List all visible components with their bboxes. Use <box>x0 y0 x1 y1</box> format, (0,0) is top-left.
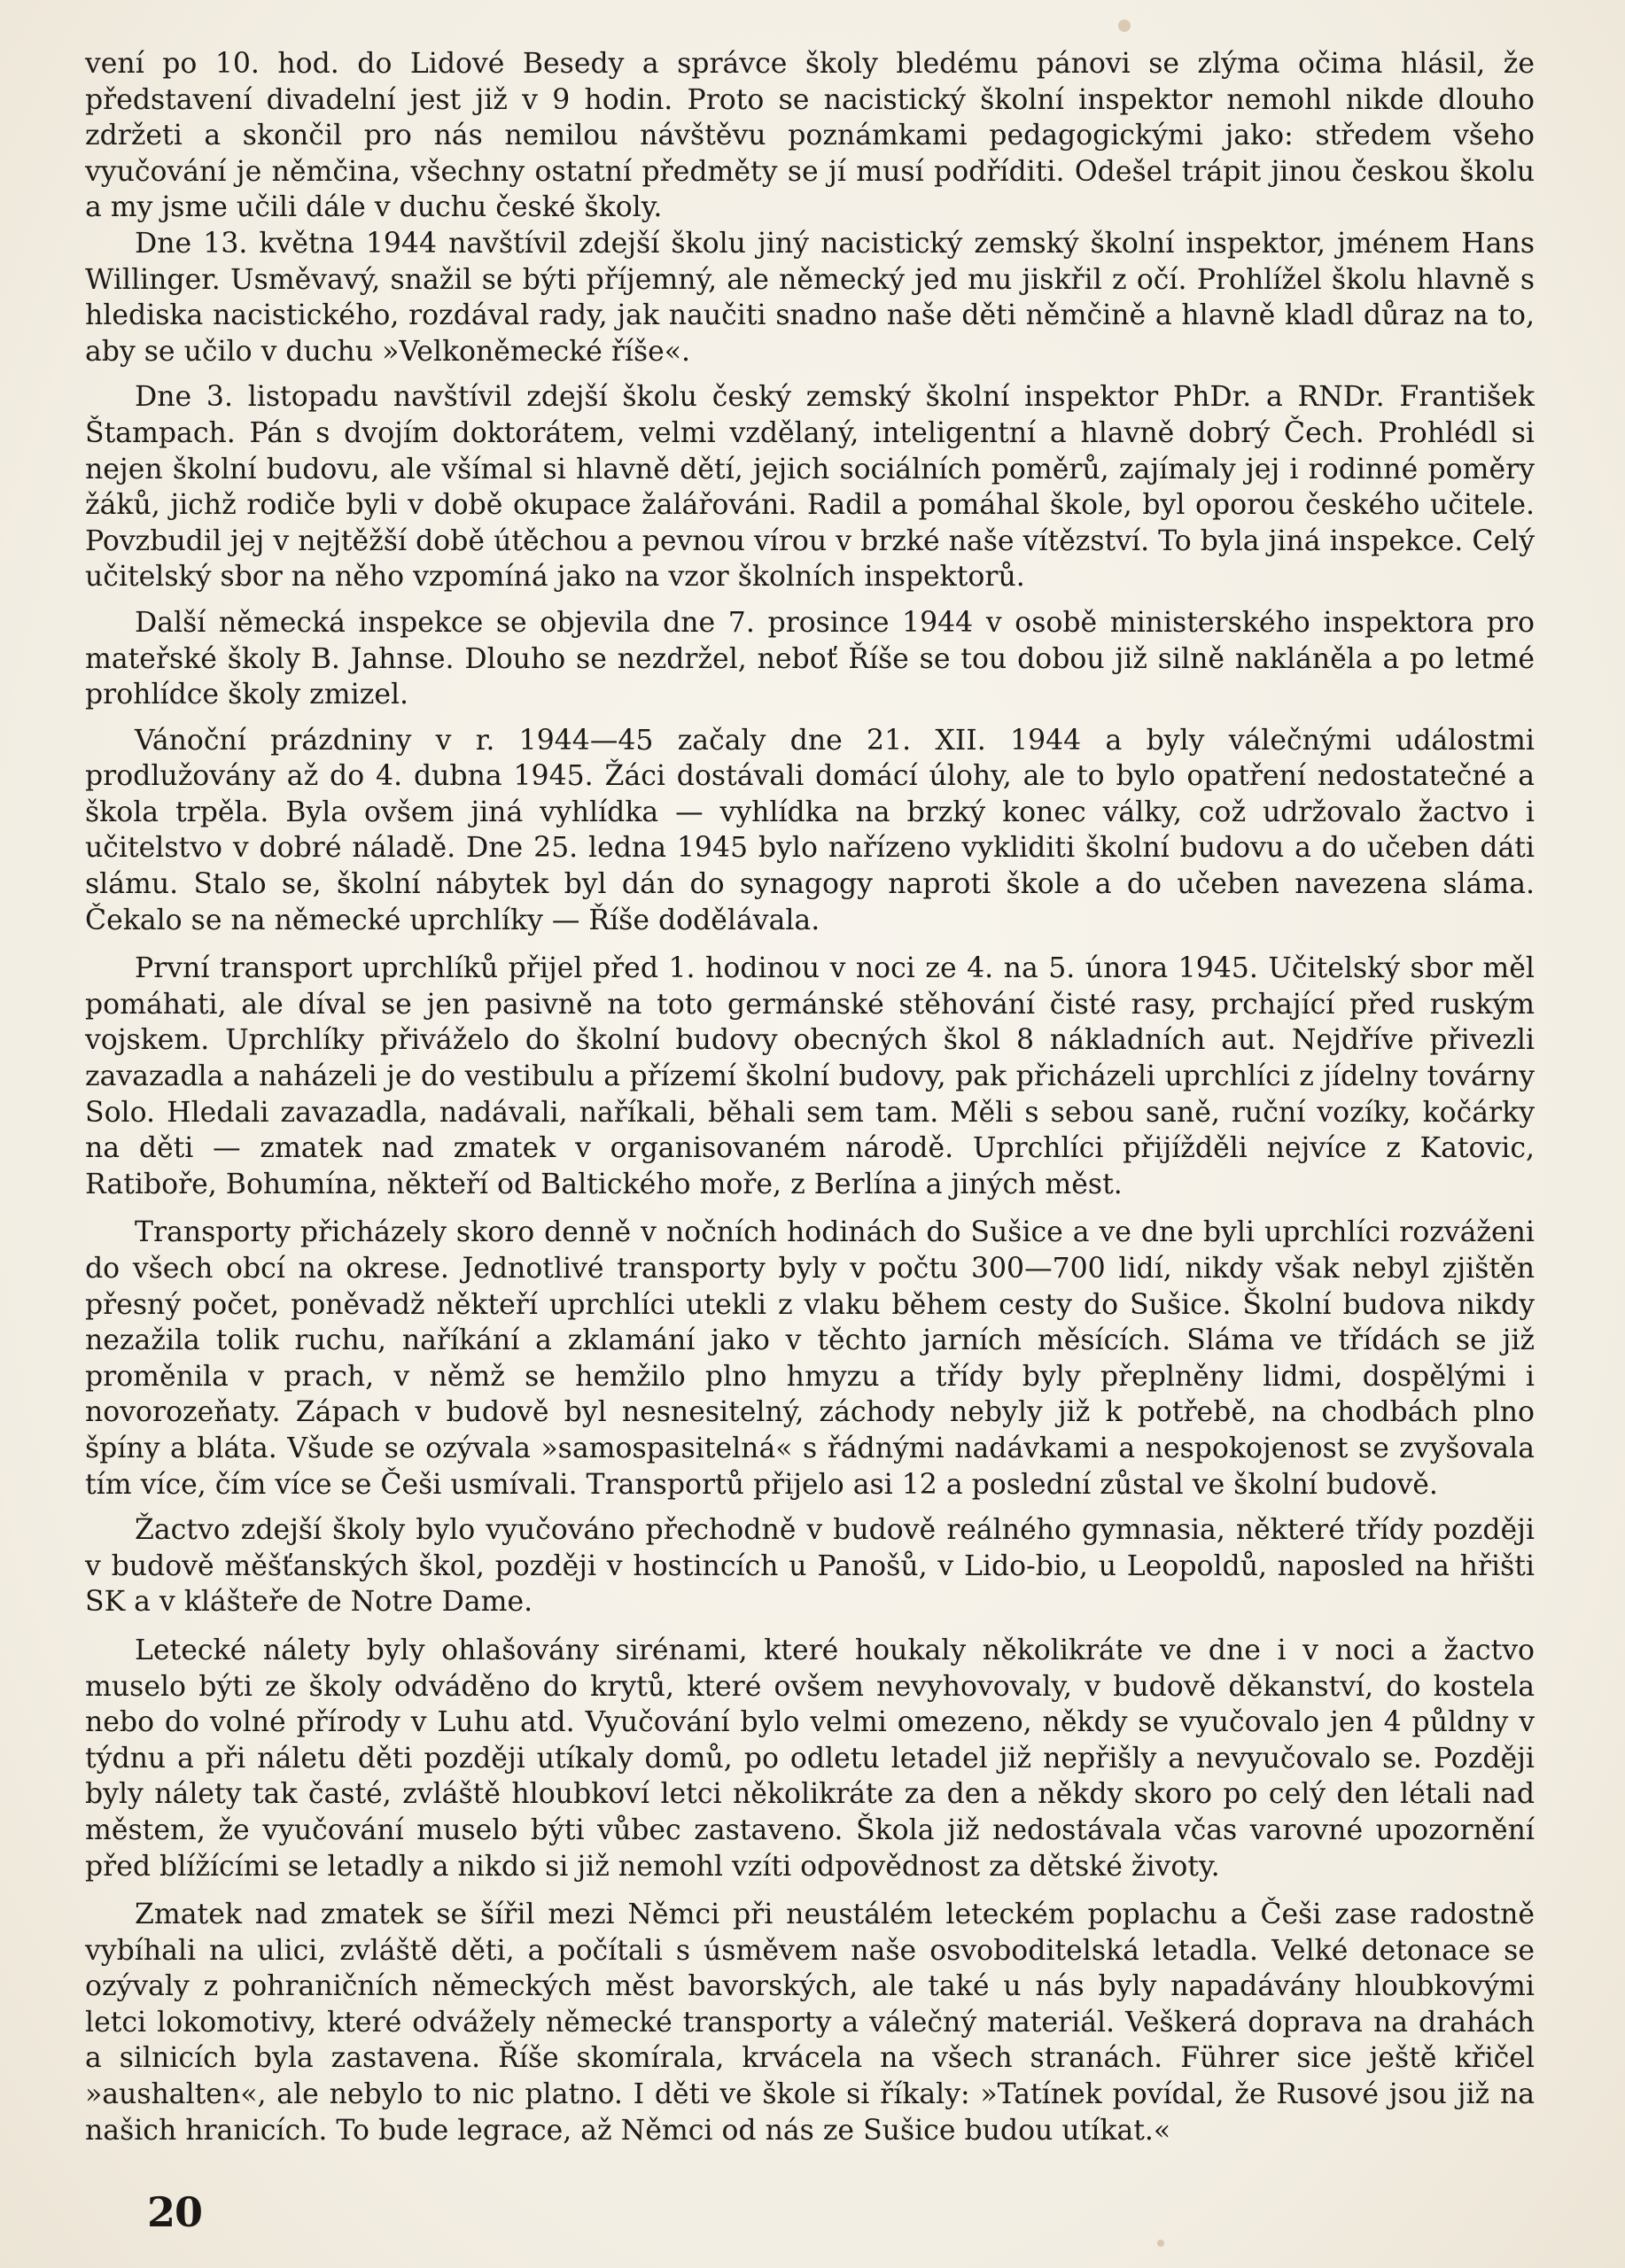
paragraph: vení po 10. hod. do Lidové Besedy a správce školy bledému pánovi se zlýma očima hlásil, že představení divadelní jest již v 9 hodin. Proto se nacistický školní inspektor nemohl nikde dlouho zdržeti a skončil pro nás nemilou návštěvu poznámkami pedagogickými jako: středem všeho vyučování je němčina, všechny ostatní předměty se jí musí podříditi. Odešel trápit jinou českou školu a my jsme učili dále v duchu české školy. <box>85 48 1535 224</box>
paper-stain <box>1157 2240 1164 2247</box>
paragraph: Další německá inspekce se objevila dne 7. prosince 1944 v osobě ministerského inspektora pro mateřské školy B. Jahnse. Dlouho se nezdržel, neboť Říše se tou dobou již silně nakláněla a po letmé prohlídce školy zmizel. <box>85 606 1535 711</box>
paragraph: Žactvo zdejší školy bylo vyučováno přechodně v budově reálného gymnasia, některé třídy později v budově měšťanských škol, později v hostincích u Panošů, v Lido-bio, u Leopoldů, naposled na hřišti SK a v klášteře de Notre Dame. <box>85 1514 1535 1619</box>
paragraph: Letecké nálety byly ohlašovány sirénami, které houkaly několikráte ve dne i v noci a žactvo muselo býti ze školy odváděno do krytů, které ovšem nevyhovovaly, v budově děkanství, do kostela nebo do volné přírody v Luhu atd. Vyučování bylo velmi omezeno, někdy se vyučovalo jen 4 půldny v týdnu a při náletu děti později utíkaly domů, po odletu letadel již nepřišly a nevyučovalo se. Později byly nálety tak časté, zvláště hloubkoví letci několikráte za den a někdy skoro po celý den létali nad městem, že vyučování muselo býti vůbec zastaveno. Škola již nedostávala včas varovné upozornění před blížícími se letadly a nikdo si již nemohl vzíti odpovědnost za dětské životy. <box>85 1634 1535 1883</box>
paper-stain <box>1118 19 1131 32</box>
body-text <box>85 46 1535 2148</box>
paragraph: Transporty přicházely skoro denně v nočních hodinách do Sušice a ve dne byli uprchlíci rozváženi do všech obcí na okrese. Jednotlivé transporty byly v počtu 300—700 lidí, nikdy však nebyl zjištěn přesný počet, poněvadž někteří uprchlíci utekli z vlaku během cesty do Sušice. Školní budova nikdy nezažila tolik ruchu, naříkání a zklamání jako v těchto jarních měsících. Sláma ve třídách se již proměnila v prach, v němž se hemžilo plno hmyzu a třídy byly přeplněny lidmi, dospělými i novorozeňaty. Zápach v budově byl nesnesitelný, záchody nebyly již k potřebě, na chodbách plno špíny a bláta. Všude se ozývala »samospasitelná« s řádnými nadávkami a nespokojenost se zvyšovala tím více, čím více se Češi usmívali. Transportů přijelo asi 12 a poslední zůstal ve školní budově. <box>85 1216 1535 1501</box>
paragraph: První transport uprchlíků přijel před 1. hodinou v noci ze 4. na 5. února 1945. Učitelský sbor měl pomáhati, ale díval se jen pasivně na toto germánské stěhování čisté rasy, prchající před ruským vojskem. Uprchlíky přiváželo do školní budovy obecných škol 8 nákladních aut. Nejdříve přivezli zavazadla a naházeli je do vestibulu a přízemí školní budovy, pak přicházeli uprchlíci z jídelny továrny Solo. Hledali zavazadla, nadávali, naříkali, běhali sem tam. Měli s sebou saně, ruční vozíky, kočárky na děti — zmatek nad zmatek v organisovaném národě. Uprchlíci přijížděli nejvíce z Katovic, Ratiboře, Bohumína, někteří od Baltického moře, z Berlína a jiných měst. <box>85 952 1535 1200</box>
paragraph: Zmatek nad zmatek se šířil mezi Němci při neustálém leteckém poplachu a Češi zase radostně vybíhali na ulici, zvláště děti, a počítali s úsměvem naše osvoboditelská letadla. Velké detonace se ozývaly z pohraničních německých měst bavorských, ale také u nás byly napadávány hloubkovými letci lokomotivy, které odvážely německé transporty a válečný materiál. Veškerá doprava na drahách a silnicích byla zastavena. Říše skomírala, krvácela na všech stranách. Führer sice ještě křičel »aushalten«, ale nebylo to nic platno. I děti ve škole si říkaly: »Tatínek povídal, že Rusové jsou již na našich hranicích. To bude legrace, až Němci od nás ze Sušice budou utíkat.« <box>85 1899 1535 2147</box>
page-number: 20 <box>147 2188 203 2236</box>
paragraph: Vánoční prázdniny v r. 1944—45 začaly dne 21. XII. 1944 a byly válečnými událostmi prodlužovány až do 4. dubna 1945. Žáci dostávali domácí úlohy, ale to bylo opatření nedostatečné a škola trpěla. Byla ovšem jiná vyhlídka — vyhlídka na brzký konec války, což udržovalo žactvo i učitelstvo v dobré náladě. Dne 25. ledna 1945 bylo nařízeno vykliditi školní budovu a do učeben dáti slámu. Stalo se, školní nábytek byl dán do synagogy naproti škole a do učeben navezena sláma. Čekalo se na německé uprchlíky — Říše dodělávala. <box>85 724 1535 936</box>
paragraph: Dne 13. května 1944 navštívil zdejší školu jiný nacistický zemský školní inspektor, jménem Hans Willinger. Usměvavý, snažil se býti příjemný, ale německý jed mu jiskřil z očí. Prohlížel školu hlavně s hlediska nacistického, rozdával rady, jak naučiti snadno naše děti němčině a hlavně kladl důraz na to, aby se učilo v duchu »Velkoněmecké říše«. <box>85 227 1535 368</box>
paragraph: Dne 3. listopadu navštívil zdejší školu český zemský školní inspektor PhDr. a RNDr. František Štampach. Pán s dvojím doktorátem, velmi vzdělaný, inteligentní a hlavně dobrý Čech. Prohlédl si nejen školní budovu, ale všímal si hlavně dětí, jejich sociálních poměrů, zajímaly jej i rodinné poměry žáků, jichž rodiče byli v době okupace žalářováni. Radil a pomáhal škole, byl oporou českého učitele. Povzbudil jej v nejtěžší době útěchou a pevnou vírou v brzké naše vítězství. To byla jiná inspekce. Celý učitelský sbor na něho vzpomíná jako na vzor školních inspektorů. <box>85 381 1535 594</box>
